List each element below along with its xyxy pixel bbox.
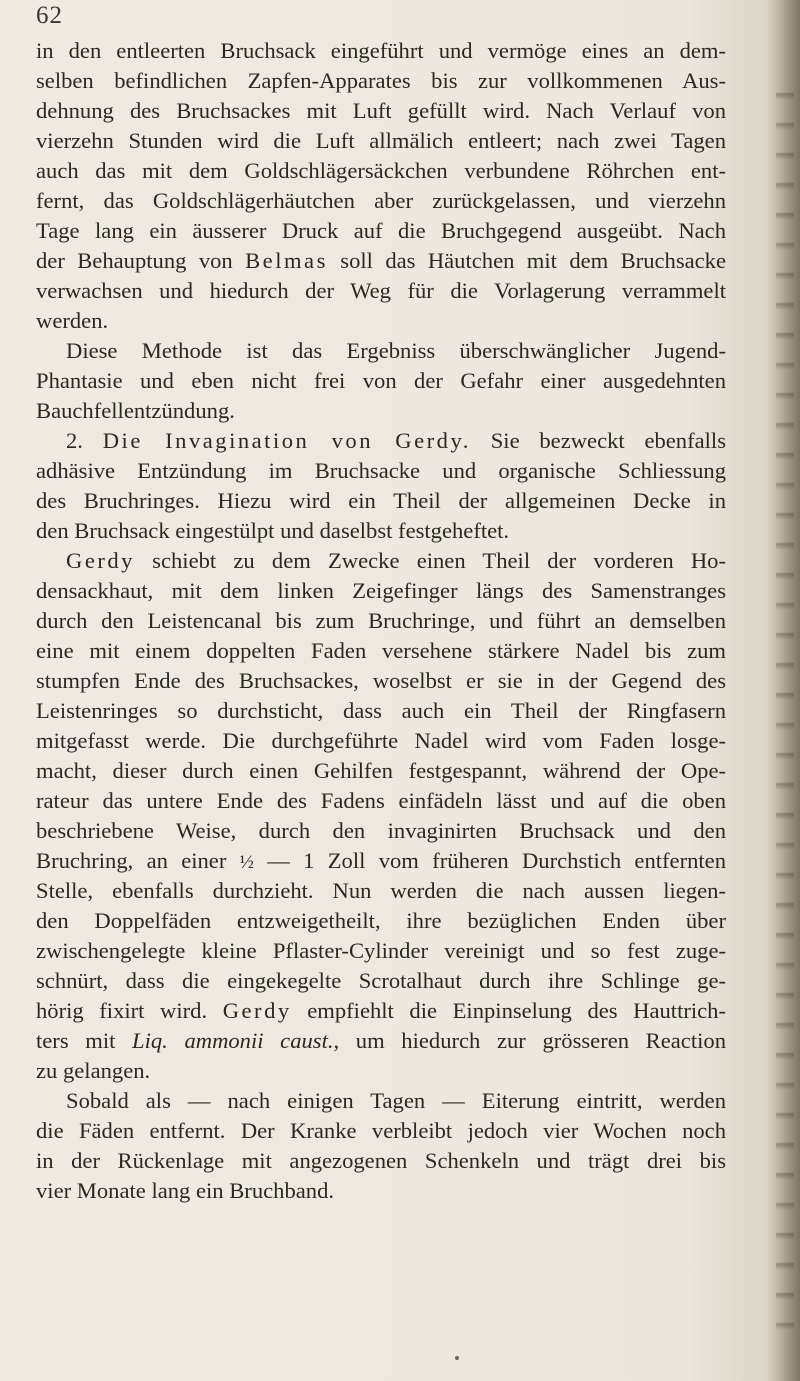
text-line: Diese Methode ist das Ergebniss überschwänglicher Jugend- — [66, 338, 726, 363]
text-line: vierzehn Stunden wird die Luft allmälich entleert; nach zwei Tagen — [36, 128, 726, 153]
text-line: Phantasie und eben nicht frei von der Gefahr einer ausgedehnten — [36, 368, 726, 393]
body-text — [36, 36, 726, 1206]
text-line: Gerdy schiebt zu dem Zwecke einen Theil der vorderen Ho- — [66, 548, 726, 573]
text-line: die Fäden entfernt. Der Kranke verbleibt jedoch vier Wochen noch — [36, 1118, 726, 1143]
text-line: Leistenringes so durchsticht, dass auch ein Theil der Ringfasern — [36, 698, 726, 723]
text-line: schnürt, dass die eingekegelte Scrotalhaut durch ihre Schlinge ge- — [36, 968, 726, 993]
text-line: des Bruchringes. Hiezu wird ein Theil der allgemeinen Decke in — [36, 488, 726, 513]
text-line: den Doppelfäden entzweigetheilt, ihre bezüglichen Enden über — [36, 908, 726, 933]
text-line: Stelle, ebenfalls durchzieht. Nun werden die nach aussen liegen- — [36, 878, 726, 903]
text-line: werden. — [36, 308, 109, 333]
text-line: zwischengelegte kleine Pflaster-Cylinder vereinigt und so fest zuge- — [36, 938, 726, 963]
text-line: verwachsen und hiedurch der Weg für die Vorlagerung verrammelt — [36, 278, 726, 303]
text-line: Sobald als — nach einigen Tagen — Eiterung eintritt, werden — [66, 1088, 726, 1113]
text-line: den Bruchsack eingestülpt und daselbst festgeheftet. — [36, 518, 510, 543]
text-line: auch das mit dem Goldschlägersäckchen verbundene Röhrchen ent- — [36, 158, 726, 183]
text-line: hörig fixirt wird. Gerdy empfiehlt die Einpinselung des Hauttrich- — [36, 998, 726, 1023]
text-line: Tage lang ein äusserer Druck auf die Bruchgegend ausgeübt. Nach — [36, 218, 726, 243]
text-line: eine mit einem doppelten Faden versehene stärkere Nadel bis zum — [36, 638, 726, 663]
section-heading: Die Invagination von Gerdy. — [102, 428, 471, 453]
text-line: Bauchfellentzündung. — [36, 398, 235, 423]
text-line: Bruchring, an einer ½ — 1 Zoll vom früheren Durchstich entfernten — [36, 848, 726, 873]
text-line: selben befindlichen Zapfen-Apparates bis zur vollkommenen Aus- — [36, 68, 726, 93]
text-line: mitgefasst werde. Die durchgeführte Nadel wird vom Faden losge- — [36, 728, 726, 753]
text-line: densackhaut, mit dem linken Zeigefinger längs des Samenstranges — [36, 578, 726, 603]
page-number: 62 — [36, 2, 63, 29]
fraction: ½ — [239, 852, 254, 873]
text-line: in der Rückenlage mit angezogenen Schenkeln und trägt drei bis — [36, 1148, 726, 1173]
text-line: ters mit Liq. ammonii caust., um hiedurch zur grösseren Reaction — [36, 1028, 726, 1053]
section-heading-line: 2. Die Invagination von Gerdy. Sie bezweckt ebenfalls — [66, 428, 726, 453]
text-line: beschriebene Weise, durch den invaginirten Bruchsack und den — [36, 818, 726, 843]
text-line: macht, dieser durch einen Gehilfen festgespannt, während der Ope- — [36, 758, 726, 783]
author-name-belmas: Belmas — [245, 248, 328, 273]
text-line: stumpfen Ende des Bruchsackes, woselbst er sie in der Gegend des — [36, 668, 726, 693]
text-line: dehnung des Bruchsackes mit Luft gefüllt wird. Nach Verlauf von — [36, 98, 726, 123]
text-line: adhäsive Entzündung im Bruchsacke und organische Schliessung — [36, 458, 726, 483]
page-edge-marks — [776, 70, 794, 1350]
text-line: der Behauptung von Belmas soll das Häutchen mit dem Bruchsacke — [36, 248, 726, 273]
italic-term: Liq. ammonii caust. — [132, 1028, 334, 1053]
author-name-gerdy: Gerdy — [66, 548, 135, 573]
text-line: zu gelangen. — [36, 1058, 151, 1083]
text-line: rateur das untere Ende des Fadens einfädeln lässt und auf die oben — [36, 788, 726, 813]
author-name-gerdy: Gerdy — [222, 998, 292, 1023]
text-line: in den entleerten Bruchsack eingeführt und vermöge eines an dem- — [36, 38, 726, 63]
text-line: fernt, das Goldschlägerhäutchen aber zurückgelassen, und vierzehn — [36, 188, 726, 213]
text-line: durch den Leistencanal bis zum Bruchringe, und führt an demselben — [36, 608, 726, 633]
paper-speck — [455, 1356, 459, 1360]
text-line: vier Monate lang ein Bruchband. — [36, 1178, 335, 1203]
